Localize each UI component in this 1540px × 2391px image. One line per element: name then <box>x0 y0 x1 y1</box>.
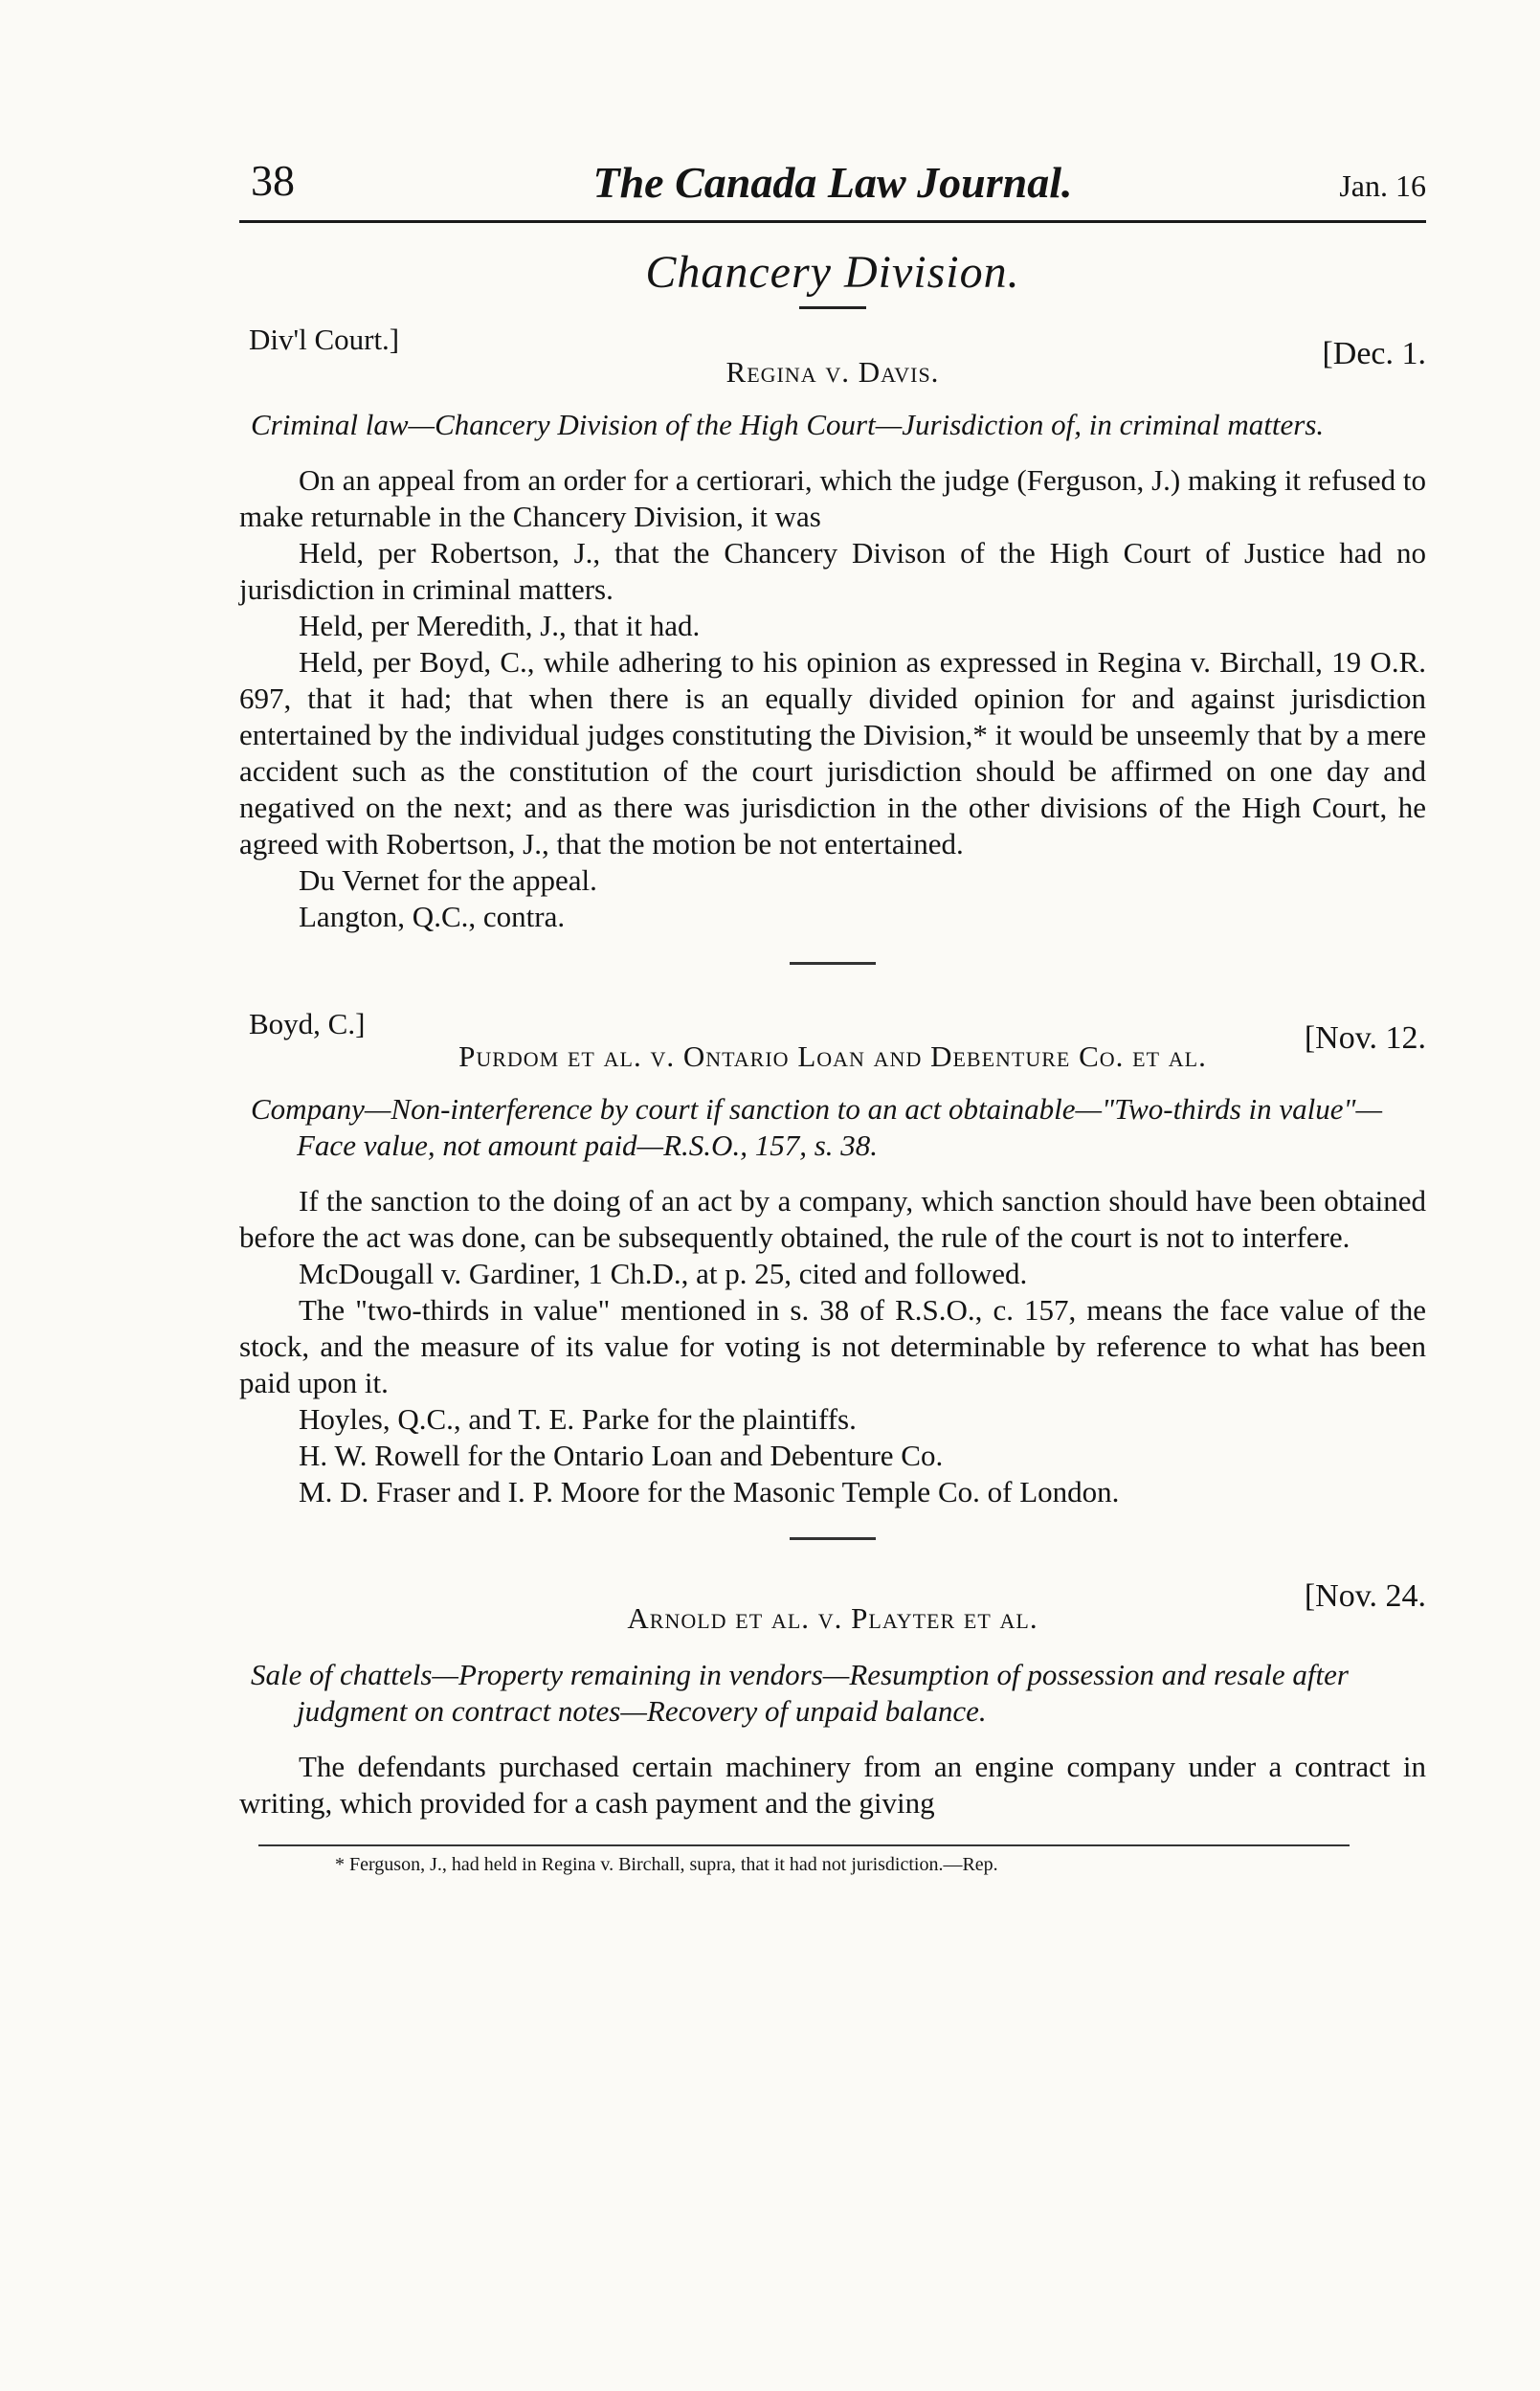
paragraph: Held, per Boyd, C., while adhering to his opinion as expressed in Regina v. Birchall, 19 O.R. 697, that it had; that when there is an equally divided opinion for and against jurisdiction entertained by the individual judges constituting the Division,* it would be unseemly that by a mere accident such as the constitution of the court jurisdiction should be affirmed on one day and negatived on the next; and as there was jurisdiction in the other divisions of the High Court, he agreed with Robertson, J., that the motion be not entertained. <box>239 645 1426 860</box>
court-label: Div'l Court.] <box>249 323 400 356</box>
case-date: [Nov. 24. <box>1304 1578 1426 1614</box>
paragraph: The "two-thirds in value" mentioned in s. 38 of R.S.O., c. 157, means the face value of the stock, and the measure of its value for voting is not determinable by reference to what has been paid upon it. <box>239 1293 1426 1399</box>
case-heading <box>239 309 1426 389</box>
headnote: Company—Non-interference by court if sanction to an act obtainable—"Two-thirds in value"—Face value, not amount paid—R.S.O., 157, s. 38. <box>251 1092 1383 1162</box>
counsel-line: Langton, Q.C., contra. <box>299 900 566 933</box>
case-date: [Dec. 1. <box>1322 336 1426 371</box>
paragraph: Held, per Robertson, J., that the Chancery Divison of the High Court of Justice had no jurisdiction in criminal matters. <box>239 536 1426 606</box>
case-heading <box>239 994 1426 1073</box>
counsel-line: H. W. Rowell for the Ontario Loan and Debenture Co. <box>299 1439 944 1472</box>
divider <box>790 1537 876 1540</box>
paragraph: If the sanction to the doing of an act by a company, which sanction should have been obtained before the act was done, can be subsequently obtained, the rule of the court is not to interfere. <box>239 1184 1426 1254</box>
issue-date: Jan. 16 <box>1339 168 1426 203</box>
counsel-line: Du Vernet for the appeal. <box>299 863 597 897</box>
divider <box>790 962 876 965</box>
paragraph: The defendants purchased certain machinery from an engine company under a contract in writing, which provided for a cash payment and the giving <box>239 1750 1426 1820</box>
running-head <box>239 144 1426 223</box>
counsel-line: M. D. Fraser and I. P. Moore for the Masonic Temple Co. of London. <box>299 1475 1120 1508</box>
case-date: [Nov. 12. <box>1304 1020 1426 1056</box>
page <box>239 144 1426 1876</box>
headnote: Sale of chattels—Property remaining in vendors—Resumption of possession and resale after judgment on contract notes—Recovery of unpaid balance. <box>251 1658 1349 1728</box>
case-title: Regina v. Davis. <box>725 355 940 389</box>
court-label: Boyd, C.] <box>249 1007 366 1040</box>
paragraph: On an appeal from an order for a certiorari, which the judge (Ferguson, J.) making it refused to make returnable in the Chancery Division, it was <box>239 463 1426 533</box>
counsel-line: Hoyles, Q.C., and T. E. Parke for the plaintiffs. <box>299 1402 857 1436</box>
case-heading <box>239 1569 1426 1636</box>
page-number: 38 <box>251 156 295 205</box>
citation-line: McDougall v. Gardiner, 1 Ch.D., at p. 25, cited and followed. <box>299 1257 1028 1290</box>
footnote: * Ferguson, J., had held in Regina v. Birchall, supra, that it had not jurisdiction.—Rep. <box>335 1854 998 1875</box>
case-title: Arnold et al. v. Playter et al. <box>627 1601 1038 1635</box>
case-title: Purdom et al. v. Ontario Loan and Debenture Co. et al. <box>458 1039 1207 1073</box>
paragraph: Held, per Meredith, J., that it had. <box>299 609 701 642</box>
headnote: Criminal law—Chancery Division of the High Court—Jurisdiction of, in criminal matters. <box>251 408 1325 441</box>
division-title: Chancery Division. <box>645 247 1020 298</box>
footnote-rule <box>258 1844 1350 1846</box>
journal-title: The Canada Law Journal. <box>592 158 1073 207</box>
